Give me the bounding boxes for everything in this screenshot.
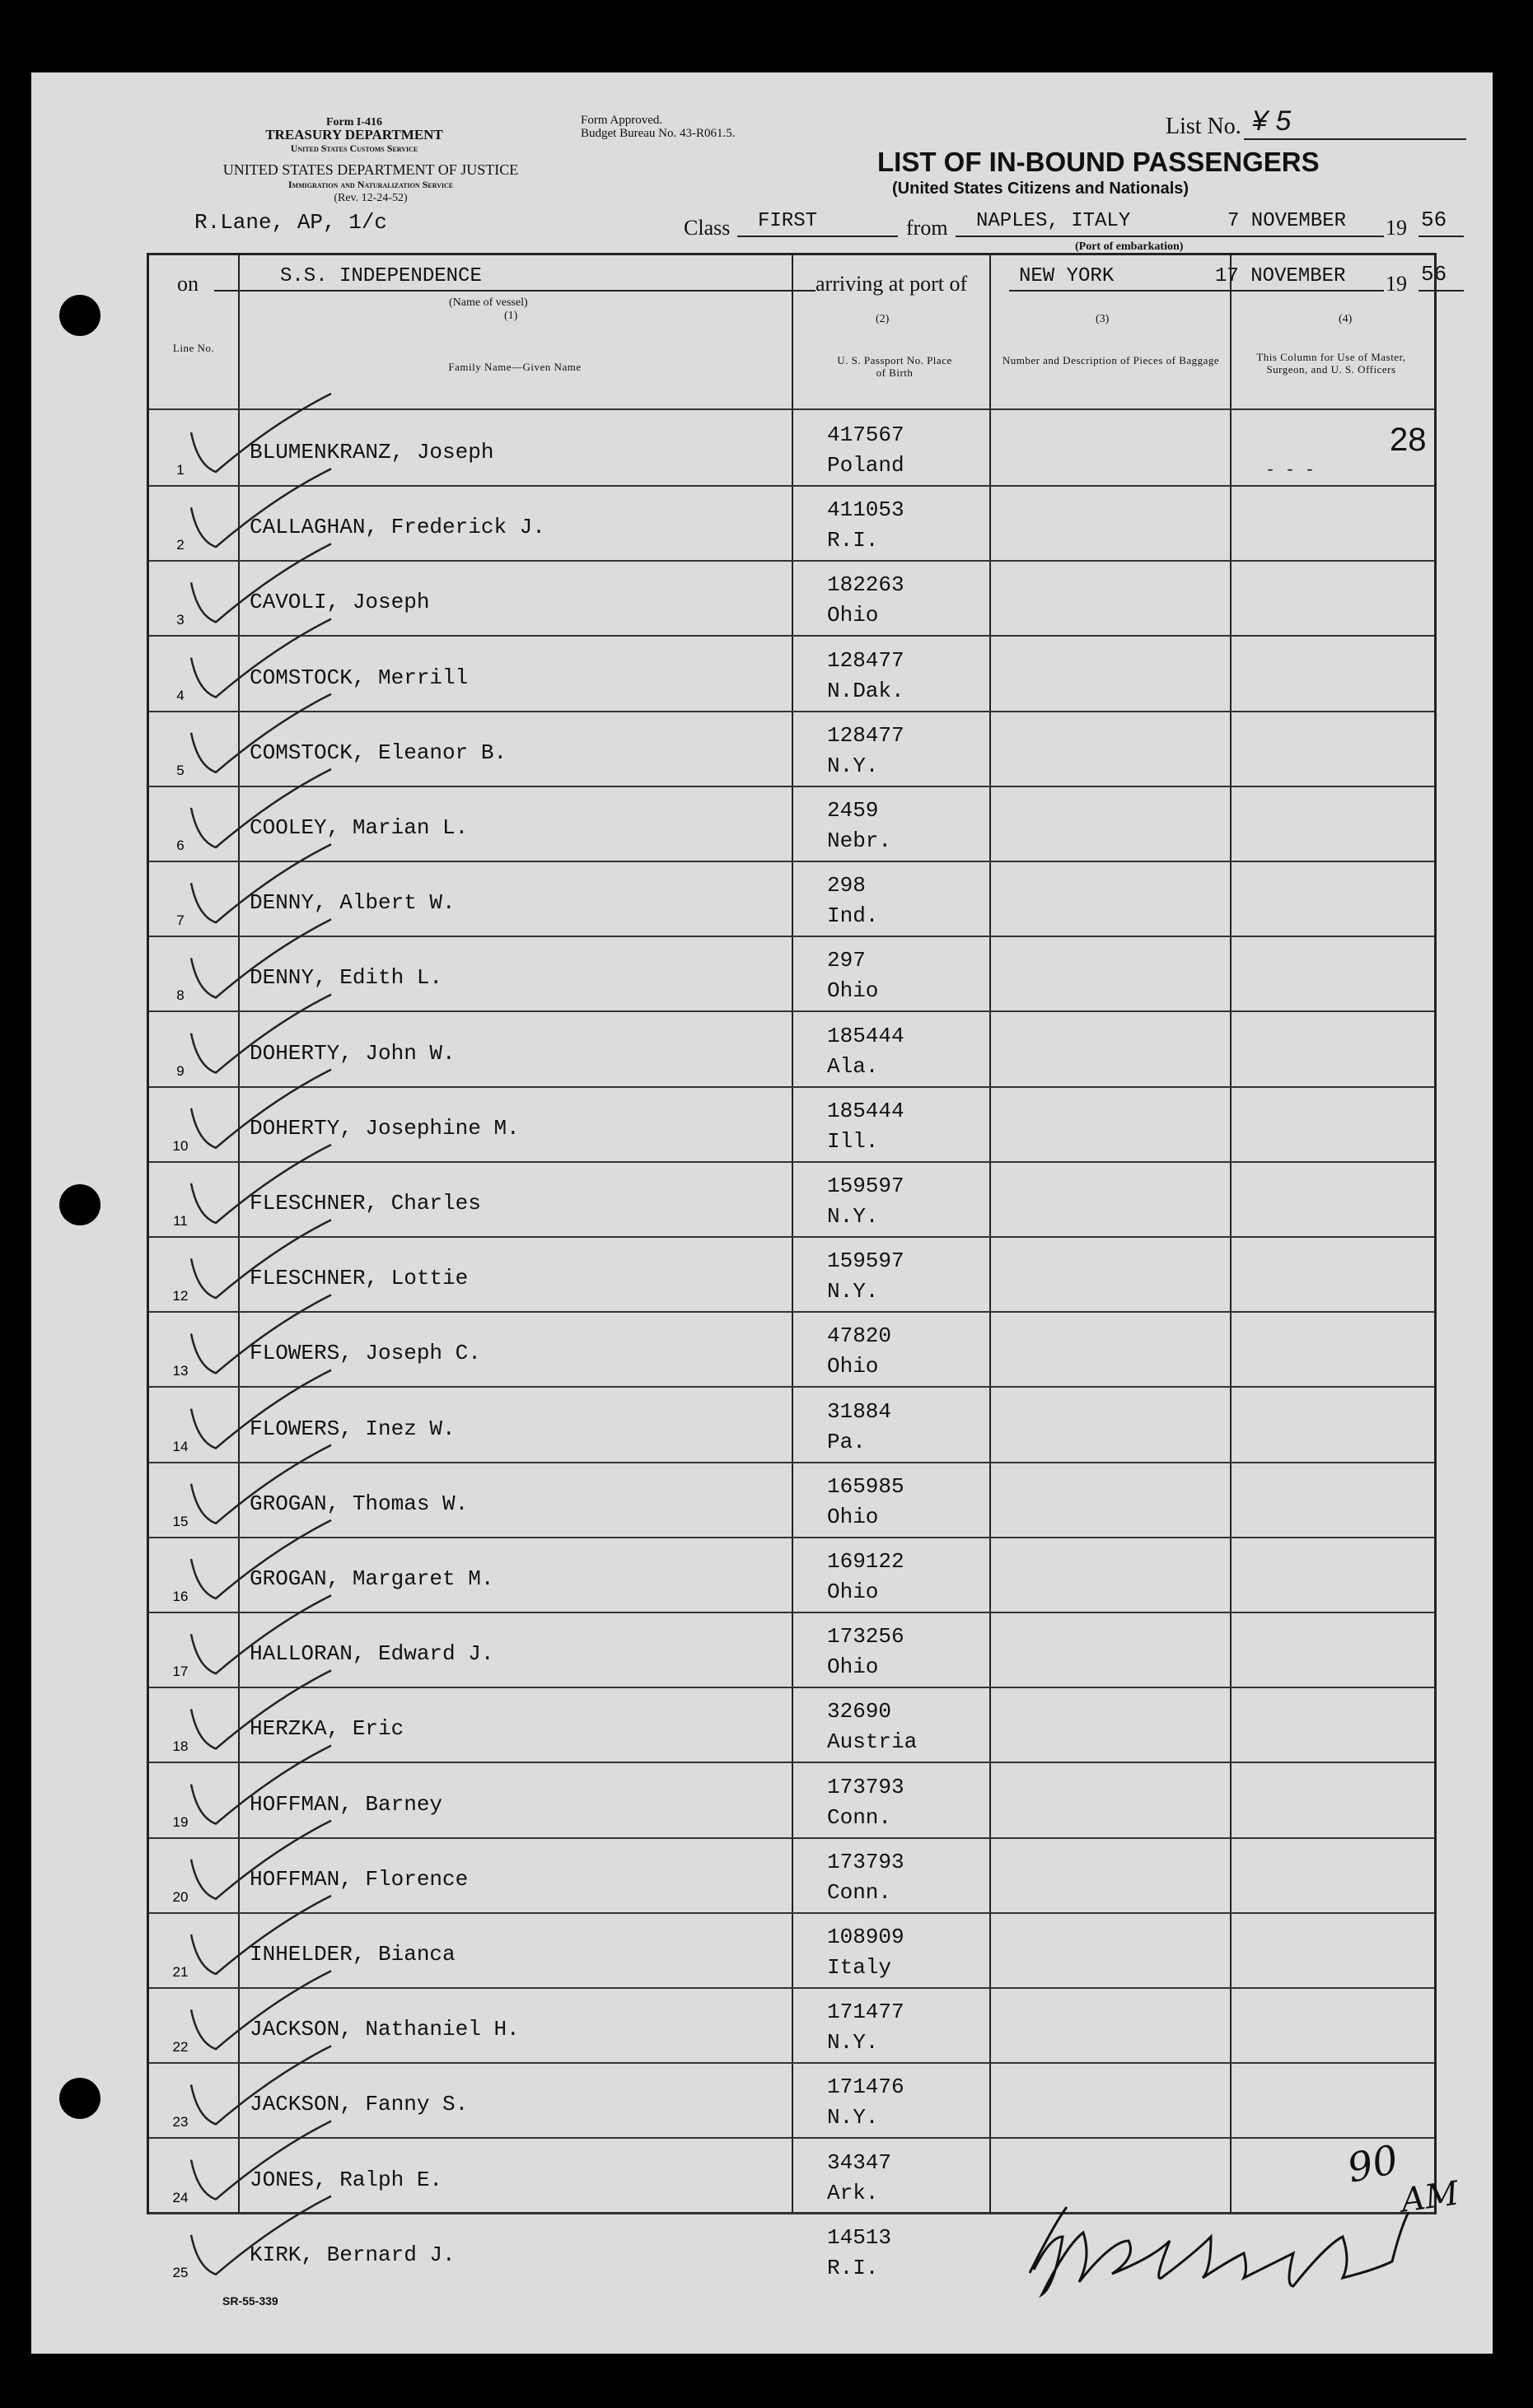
passport-number: 165985: [827, 1473, 904, 1499]
from-underline: [956, 236, 1384, 237]
passenger-name: GROGAN, Thomas W.: [250, 1491, 469, 1516]
passport-number: 128477: [827, 722, 904, 748]
passport-cell: [827, 721, 904, 782]
passport-number: 171477: [827, 2000, 904, 2025]
year-prefix: 19: [1386, 216, 1407, 240]
arrival-port: NEW YORK: [1019, 265, 1115, 287]
departure-year: 56: [1421, 208, 1447, 232]
list-no-label: List No.: [1166, 114, 1241, 139]
place-of-birth: Ohio: [827, 1354, 879, 1379]
form-number: Form I-416: [325, 116, 383, 128]
treasury-department: TREASURY DEPARTMENT: [265, 127, 443, 142]
passport-number: 159597: [827, 1248, 904, 1274]
passport-cell: [827, 1922, 904, 1983]
passport-cell: [827, 2223, 891, 2284]
column-4-number: (4): [1339, 313, 1353, 325]
signature-initials: AM: [1399, 2174, 1461, 2220]
punch-hole: [59, 2078, 100, 2119]
from-label: from: [906, 216, 948, 240]
table-row: [149, 1387, 1434, 1462]
table-row: [149, 485, 1434, 560]
passenger-name: COMSTOCK, Eleanor B.: [250, 740, 507, 765]
place-of-birth: Ohio: [827, 978, 879, 1004]
place-of-birth: Pa.: [827, 1429, 866, 1454]
line-number: 23: [172, 2114, 189, 2130]
passport-number: 185444: [827, 1098, 904, 1123]
table-row: [149, 2138, 1434, 2213]
place-of-birth: R.I.: [827, 528, 879, 553]
table-row: [149, 1462, 1434, 1537]
table-row: [149, 1687, 1434, 1762]
class-value: FIRST: [758, 210, 818, 232]
port-caption: (Port of embarkation): [1075, 240, 1184, 253]
table-row: [149, 636, 1434, 711]
passenger-name: CALLAGHAN, Frederick J.: [250, 515, 545, 540]
passenger-name: KIRK, Bernard J.: [250, 2242, 456, 2267]
line-number: 9: [176, 1062, 185, 1079]
table-row: [149, 2062, 1434, 2137]
header-passport: U. S. Passport No. Place of Birth: [837, 354, 952, 379]
passenger-name: HERZKA, Eric: [250, 1716, 404, 1742]
table-row: [149, 786, 1434, 861]
place-of-birth: Conn.: [827, 1804, 892, 1830]
arrival-date: 17 NOVEMBER: [1215, 265, 1346, 287]
table-row: [149, 1311, 1434, 1386]
passenger-name: DENNY, Albert W.: [250, 890, 456, 916]
table-row: [149, 1837, 1434, 1912]
passport-number: 173256: [827, 1624, 904, 1650]
place-of-birth: Italy: [827, 1955, 892, 1980]
line-number: 13: [172, 1363, 189, 1379]
line-number: 11: [173, 1213, 188, 1229]
passenger-name: FLOWERS, Joseph C.: [250, 1341, 481, 1366]
header-name: Family Name—Given Name: [448, 361, 582, 373]
passport-cell: [827, 796, 891, 856]
place-of-birth: N.Dak.: [827, 678, 904, 703]
place-of-birth: Poland: [827, 453, 904, 478]
table-row: [149, 1612, 1434, 1687]
class-underline: [737, 236, 898, 237]
officer-note: 28: [1390, 422, 1427, 458]
vessel-name: S.S. INDEPENDENCE: [280, 265, 482, 287]
place-of-birth: Ohio: [827, 1654, 879, 1680]
line-number: 2: [176, 537, 185, 553]
passport-cell: [827, 1472, 904, 1533]
passport-cell: [827, 1997, 904, 2058]
line-number: 3: [176, 612, 185, 628]
passenger-name: JONES, Ralph E.: [250, 2167, 443, 2192]
passport-cell: [827, 1772, 904, 1833]
passport-cell: [827, 1696, 917, 1757]
officer-dash: - - -: [1265, 461, 1316, 480]
line-number: 18: [172, 1738, 189, 1755]
column-2-number: (2): [876, 313, 890, 325]
place-of-birth: N.Y.: [827, 2105, 879, 2130]
place-of-birth: Nebr.: [827, 828, 892, 853]
passport-number: 128477: [827, 647, 904, 673]
passport-number: 411053: [827, 497, 904, 523]
table-row: [149, 410, 1434, 485]
form-approved: [581, 114, 735, 140]
form-subtitle: (United States Citizens and Nationals): [892, 180, 1189, 198]
place-of-birth: Ark.: [827, 2180, 879, 2205]
table-row: [149, 861, 1434, 936]
line-number: 7: [176, 912, 185, 929]
passport-number: 298: [827, 873, 866, 898]
passenger-name: JACKSON, Fanny S.: [250, 2092, 469, 2117]
header-line-no: Line No.: [172, 342, 215, 354]
footer-code: SR-55-339: [222, 2294, 278, 2308]
column-3-number: (3): [1096, 313, 1110, 325]
header-officers: This Column for Use of Master, Surgeon, and U. S. Officers: [1256, 351, 1406, 376]
column-1-caption: (1): [504, 310, 518, 322]
table-row: [149, 1011, 1434, 1086]
passenger-name: BLUMENKRANZ, Joseph: [250, 440, 494, 464]
passport-number: 185444: [827, 1023, 904, 1048]
place-of-birth: Conn.: [827, 1879, 892, 1905]
passport-number: 34347: [827, 2149, 892, 2175]
table-row: [149, 1086, 1434, 1161]
arrival-year: 56: [1421, 262, 1447, 287]
passenger-name: HOFFMAN, Barney: [250, 1791, 443, 1817]
passenger-name: COOLEY, Marian L.: [250, 815, 469, 840]
signature-note: 90: [1343, 2136, 1403, 2192]
place-of-birth: N.Y.: [827, 2030, 879, 2056]
passport-number: 2459: [827, 798, 879, 823]
port-of-embarkation: NAPLES, ITALY: [976, 210, 1131, 232]
line-number: 21: [172, 1964, 189, 1980]
place-of-birth: Ohio: [827, 1504, 879, 1529]
header-baggage: Number and Description of Pieces of Baggage: [1002, 354, 1220, 366]
passport-cell: [827, 420, 904, 481]
passport-cell: [827, 1246, 904, 1307]
place-of-birth: Ill.: [827, 1128, 879, 1154]
customs-service: United States Customs Service: [290, 142, 418, 154]
vessel-caption: (Name of vessel): [449, 296, 528, 309]
table-row: [149, 1161, 1434, 1236]
passport-number: 173793: [827, 1849, 904, 1874]
passport-number: 108909: [827, 1925, 904, 1949]
table-row: [149, 1987, 1434, 2062]
line-number: 24: [172, 2189, 189, 2205]
departure-date: 7 NOVEMBER: [1227, 210, 1347, 232]
passport-cell: [827, 870, 878, 931]
table-row: [149, 936, 1434, 1010]
place-of-birth: Ala.: [827, 1053, 879, 1079]
place-of-birth: Austria: [827, 1729, 918, 1755]
line-number: 14: [172, 1438, 189, 1454]
table-row: [149, 1762, 1434, 1837]
passport-cell: [827, 1397, 891, 1458]
place-of-birth: R.I.: [827, 2255, 879, 2280]
passport-cell: [827, 1847, 904, 1908]
place-of-birth: Ohio: [827, 1580, 879, 1604]
passenger-name: COMSTOCK, Merrill: [250, 665, 469, 690]
passenger-table: [147, 253, 1461, 2280]
line-number: 10: [172, 1137, 189, 1154]
line-number: 20: [172, 1888, 189, 1905]
line-number: 17: [172, 1664, 189, 1680]
on-label: on: [177, 272, 199, 296]
passenger-name: FLESCHNER, Charles: [250, 1191, 481, 1216]
passenger-name: JACKSON, Nathaniel H.: [250, 2017, 520, 2042]
passport-cell: [827, 646, 904, 707]
passport-cell: [827, 1096, 904, 1157]
line-number: 5: [176, 762, 185, 778]
place-of-birth: N.Y.: [827, 1279, 879, 1304]
line-number: 19: [172, 1813, 189, 1830]
form-approved-text: Form Approved.: [581, 114, 663, 127]
passenger-name: HALLORAN, Edward J.: [250, 1641, 494, 1667]
passport-number: 173793: [827, 1774, 904, 1799]
passenger-name: INHELDER, Bianca: [250, 1942, 456, 1967]
table-row: [149, 711, 1434, 786]
passport-number: 169122: [827, 1549, 904, 1574]
list-no-value: ¥ 5: [1252, 105, 1292, 137]
passport-cell: [827, 2072, 904, 2133]
passenger-name: DOHERTY, Josephine M.: [250, 1115, 520, 1141]
passport-cell: [827, 1622, 904, 1682]
table-row: [149, 1912, 1434, 1987]
line-number: 8: [176, 987, 185, 1004]
passport-cell: [827, 945, 878, 1006]
line-number: 16: [172, 1589, 189, 1604]
passport-number: 14513: [827, 2224, 892, 2250]
punch-hole: [59, 1184, 100, 1225]
line-number: 1: [176, 462, 185, 478]
passport-cell: [827, 495, 904, 556]
line-number: 22: [172, 2039, 189, 2056]
passport-number: 171476: [827, 2074, 904, 2100]
line-number: 12: [172, 1288, 189, 1304]
revision-date: (Rev. 12-24-52): [334, 192, 408, 204]
passport-cell: [827, 2148, 891, 2209]
arriving-label: arriving at port of: [816, 272, 968, 296]
passenger-name: GROGAN, Margaret M.: [250, 1566, 494, 1591]
line-number: 4: [176, 687, 185, 703]
table-row: [149, 2213, 1434, 2288]
passport-number: 417567: [827, 422, 904, 447]
punch-hole: [59, 295, 100, 336]
department-of-justice: UNITED STATES DEPARTMENT OF JUSTICE: [222, 161, 519, 178]
passenger-name: FLESCHNER, Lottie: [250, 1266, 469, 1291]
arrival-year-prefix: 19: [1386, 272, 1407, 296]
budget-bureau: Budget Bureau No. 43-R061.5.: [581, 127, 736, 140]
passport-cell: [827, 1171, 904, 1232]
year-underline: [1418, 236, 1464, 237]
place-of-birth: N.Y.: [827, 1204, 879, 1229]
passport-number: 31884: [827, 1398, 892, 1424]
passenger-name: HOFFMAN, Florence: [250, 1866, 469, 1892]
passport-cell: [827, 1547, 904, 1608]
passport-cell: [827, 570, 904, 631]
table-row: [149, 560, 1434, 635]
passport-number: 47820: [827, 1323, 892, 1349]
passenger-name: DOHERTY, John W.: [250, 1040, 456, 1066]
line-number: 15: [172, 1513, 189, 1529]
passport-cell: [827, 1021, 904, 1082]
immigration-service: Immigration and Naturalization Service: [287, 179, 454, 190]
passenger-name: DENNY, Edith L.: [250, 965, 443, 991]
place-of-birth: Ind.: [827, 903, 879, 929]
place-of-birth: Ohio: [827, 603, 879, 628]
list-no-underline: [1244, 138, 1466, 140]
place-of-birth: N.Y.: [827, 753, 879, 778]
officer-name: R.Lane, AP, 1/c: [194, 210, 388, 235]
passport-number: 182263: [827, 572, 904, 598]
line-number: 6: [176, 838, 185, 853]
passenger-name: CAVOLI, Joseph: [250, 590, 430, 615]
passport-number: 32690: [827, 1699, 892, 1724]
form-title: LIST OF IN-BOUND PASSENGERS: [877, 147, 1320, 177]
passenger-name: FLOWERS, Inez W.: [250, 1416, 456, 1441]
class-label: Class: [684, 216, 731, 240]
table-row: [149, 1236, 1434, 1311]
table-row: [149, 1537, 1434, 1612]
line-number: 25: [172, 2264, 189, 2280]
passport-number: 159597: [827, 1174, 904, 1198]
passport-cell: [827, 1321, 891, 1382]
passport-number: 297: [827, 948, 866, 973]
